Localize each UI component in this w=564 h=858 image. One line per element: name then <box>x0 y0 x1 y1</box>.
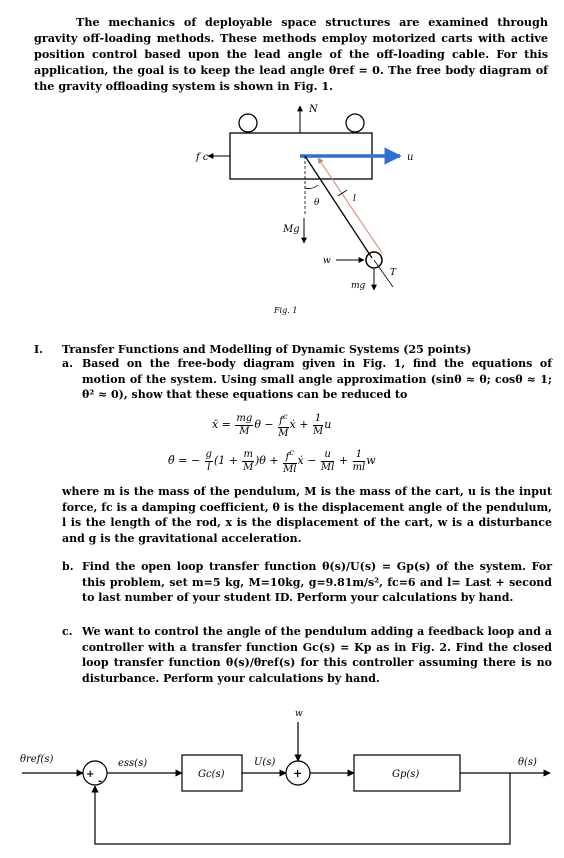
intro-text: The mechanics of deployable space structures are examined through gravity off-loading methods. These methods employ motorized carts with active position control based upon the lead angle of the off-loading cable. For this application, the goal is to keep the lead angle θref = 0. The free body diagram of the gravity offloading system is shown in Fig. 1. <box>34 15 548 93</box>
part-a-text: Based on the free-body diagram given in Fig. 1, find the equations of motion of the system. Using small angle approximation (sinθ ≈ θ; cosθ ≈ 1; θ² ≈ 0), show that these equations can be reduced to <box>82 357 552 401</box>
label-u: u <box>407 152 414 163</box>
part-b-text: Find the open loop transfer function θ(s)/U(s) = Gp(s) of the system. For this problem, set m=5 kg, M=10kg, g=9.81m/s², fc=6 and l= Last + second to last number of your student ID. Perform your calculations by hand. <box>82 560 552 604</box>
label-gc: Gc(s) <box>198 769 225 780</box>
section-title: Transfer Functions and Modelling of Dynamic Systems (25 points) <box>62 343 472 356</box>
label-l: l <box>353 194 356 204</box>
label-mg: mg <box>351 281 366 291</box>
free-body-diagram <box>0 0 564 330</box>
section-number: I. <box>34 343 43 356</box>
sum1-minus: - <box>98 776 103 787</box>
sum1-plus: + <box>86 769 95 780</box>
label-N: N <box>309 104 318 115</box>
variable-definitions: where m is the mass of the pendulum, M is the mass of the cart, u is the input force, fc is a damping coefficient, θ is the displacement angle of the pendulum, l is the length of the rod, x is the displacement of the cart, w is a disturbance and g is the gravitational acceleration. <box>62 485 552 545</box>
part-b-label: b. <box>62 560 74 573</box>
label-theta-out: θ(s) <box>518 757 537 768</box>
label-fc: f c <box>196 152 209 163</box>
block-diagram <box>0 700 564 858</box>
label-Mg: Mg <box>283 224 300 235</box>
label-theta-ref: θref(s) <box>20 754 54 765</box>
label-theta: θ <box>314 198 320 208</box>
sum2-plus: + <box>293 767 303 780</box>
label-T: T <box>390 268 397 278</box>
part-a-label: a. <box>62 357 73 370</box>
angle-arc <box>305 185 318 189</box>
part-c-label: c. <box>62 625 73 638</box>
label-us: U(s) <box>254 757 276 768</box>
wheel-left <box>239 114 257 132</box>
wheel-right <box>346 114 364 132</box>
fig1-caption: Fig. 1 <box>274 306 298 315</box>
label-w: w <box>323 256 331 266</box>
label-gp: Gp(s) <box>392 769 420 780</box>
label-w: w <box>295 709 303 719</box>
equation-x-ddot: ẍ = $\frac{mg}{M}$ θ − $\frac{f^c}{M}$ ẋ + $\frac{1}{M}$ u <box>212 411 332 440</box>
part-c-text: We want to control the angle of the pendulum adding a feedback loop and a controller with a transfer function Gc(s) = Kp as in Fig. 2. Find the closed loop transfer function θ(s)/θref(s) for this controller assuming there is no disturbance. Perform your calculations by hand. <box>82 625 552 685</box>
label-ess: ess(s) <box>118 758 148 769</box>
equation-theta-ddot: θ̈ = − $\frac{g}{l}$ (1 + $\frac{m}{M}$ )θ + $\frac{f^c}{Ml}$ ẋ − $\frac{u}{Ml}$ + $\frac{1}{ml}$ w <box>168 447 376 476</box>
